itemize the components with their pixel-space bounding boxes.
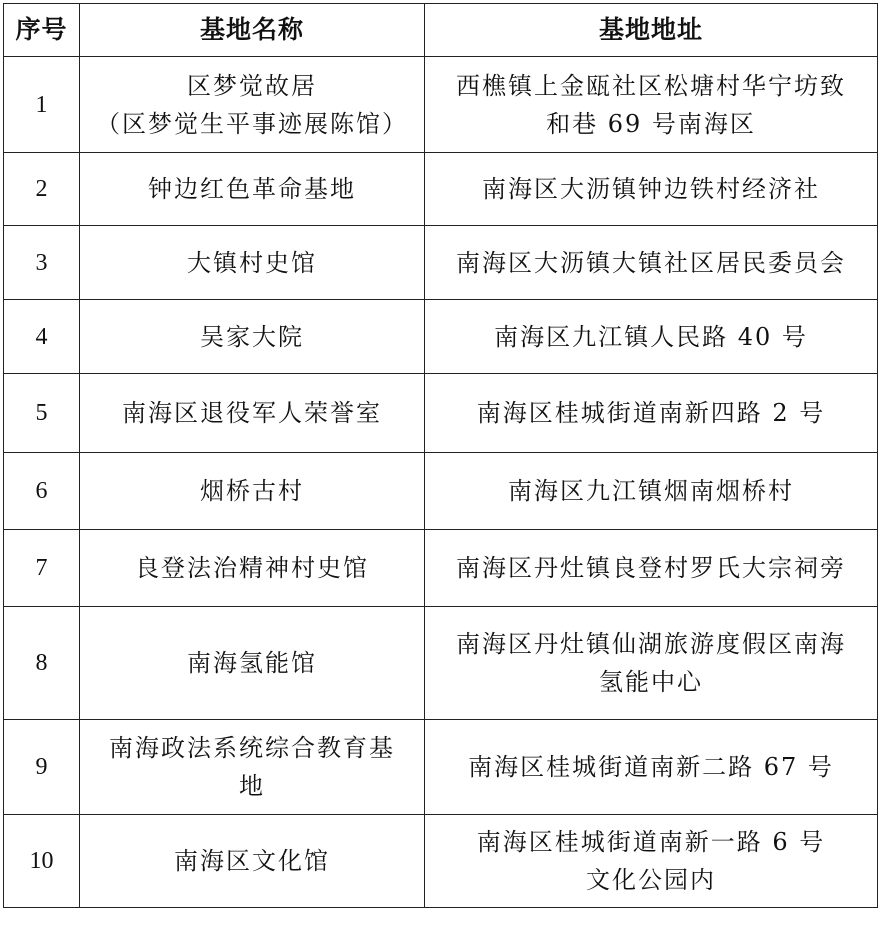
row-name (80, 374, 425, 453)
table-row (4, 815, 878, 908)
row-no: 10 (4, 815, 80, 908)
row-name-text: 良登法治精神村史馆 (135, 554, 369, 582)
row-address (425, 720, 878, 815)
row-name-text: 南海区文化馆 (174, 847, 330, 875)
row-address-text: 南海区丹灶镇良登村罗氏大宗祠旁 (456, 554, 846, 582)
row-no: 6 (4, 453, 80, 530)
row-address-text: 南海区桂城街道南新二路 67 号 (468, 753, 834, 781)
row-name-text: 钟边红色革命基地 (148, 175, 356, 203)
row-name (80, 153, 425, 226)
base-list-table (3, 3, 878, 908)
header-address: 基地地址 (425, 4, 878, 57)
table-row (4, 374, 878, 453)
table-row (4, 226, 878, 300)
row-address (425, 57, 878, 153)
row-name (80, 453, 425, 530)
row-no: 3 (4, 226, 80, 300)
row-address (425, 374, 878, 453)
row-name-text: 南海政法系统综合教育基 地 (109, 734, 395, 800)
base-list-table-container (3, 3, 877, 908)
row-address-text: 南海区九江镇烟南烟桥村 (508, 477, 794, 505)
table-header-row (4, 4, 878, 57)
row-name-text: 南海区退役军人荣誉室 (122, 399, 382, 427)
header-no: 序号 (4, 4, 80, 57)
row-name (80, 815, 425, 908)
table-row (4, 453, 878, 530)
row-address-text: 南海区九江镇人民路 40 号 (494, 322, 808, 351)
row-address (425, 453, 878, 530)
row-name-text: 南海氢能馆 (187, 649, 317, 677)
table-row (4, 57, 878, 153)
header-name: 基地名称 (80, 4, 425, 57)
row-address-text: 南海区大沥镇大镇社区居民委员会 (456, 248, 846, 277)
row-name-text: 大镇村史馆 (187, 248, 317, 277)
row-name (80, 607, 425, 720)
row-address-text: 南海区桂城街道南新四路 2 号 (476, 399, 826, 427)
table-row (4, 300, 878, 374)
row-address (425, 607, 878, 720)
row-address (425, 153, 878, 226)
table-row (4, 153, 878, 226)
row-no: 2 (4, 153, 80, 226)
row-name (80, 57, 425, 153)
row-name (80, 720, 425, 815)
row-address (425, 815, 878, 908)
row-address (425, 530, 878, 607)
row-address-text: 南海区丹灶镇仙湖旅游度假区南海 氢能中心 (456, 630, 846, 696)
table-row (4, 607, 878, 720)
row-address (425, 226, 878, 300)
row-name-text: 吴家大院 (200, 322, 304, 351)
row-name-text: 区梦觉故居 （区梦觉生平事迹展陈馆） (96, 71, 408, 138)
row-address-text: 南海区大沥镇钟边铁村经济社 (482, 175, 820, 203)
row-no: 7 (4, 530, 80, 607)
row-name-text: 烟桥古村 (200, 477, 304, 505)
row-no: 8 (4, 607, 80, 720)
table-row (4, 530, 878, 607)
row-name (80, 226, 425, 300)
row-no: 4 (4, 300, 80, 374)
row-name (80, 300, 425, 374)
row-address-text: 西樵镇上金瓯社区松塘村华宁坊致 和巷 69 号南海区 (456, 71, 846, 138)
table-row (4, 720, 878, 815)
row-name (80, 530, 425, 607)
row-no: 5 (4, 374, 80, 453)
row-address (425, 300, 878, 374)
row-no: 9 (4, 720, 80, 815)
row-no: 1 (4, 57, 80, 153)
row-address-text: 南海区桂城街道南新一路 6 号 文化公园内 (476, 828, 826, 894)
